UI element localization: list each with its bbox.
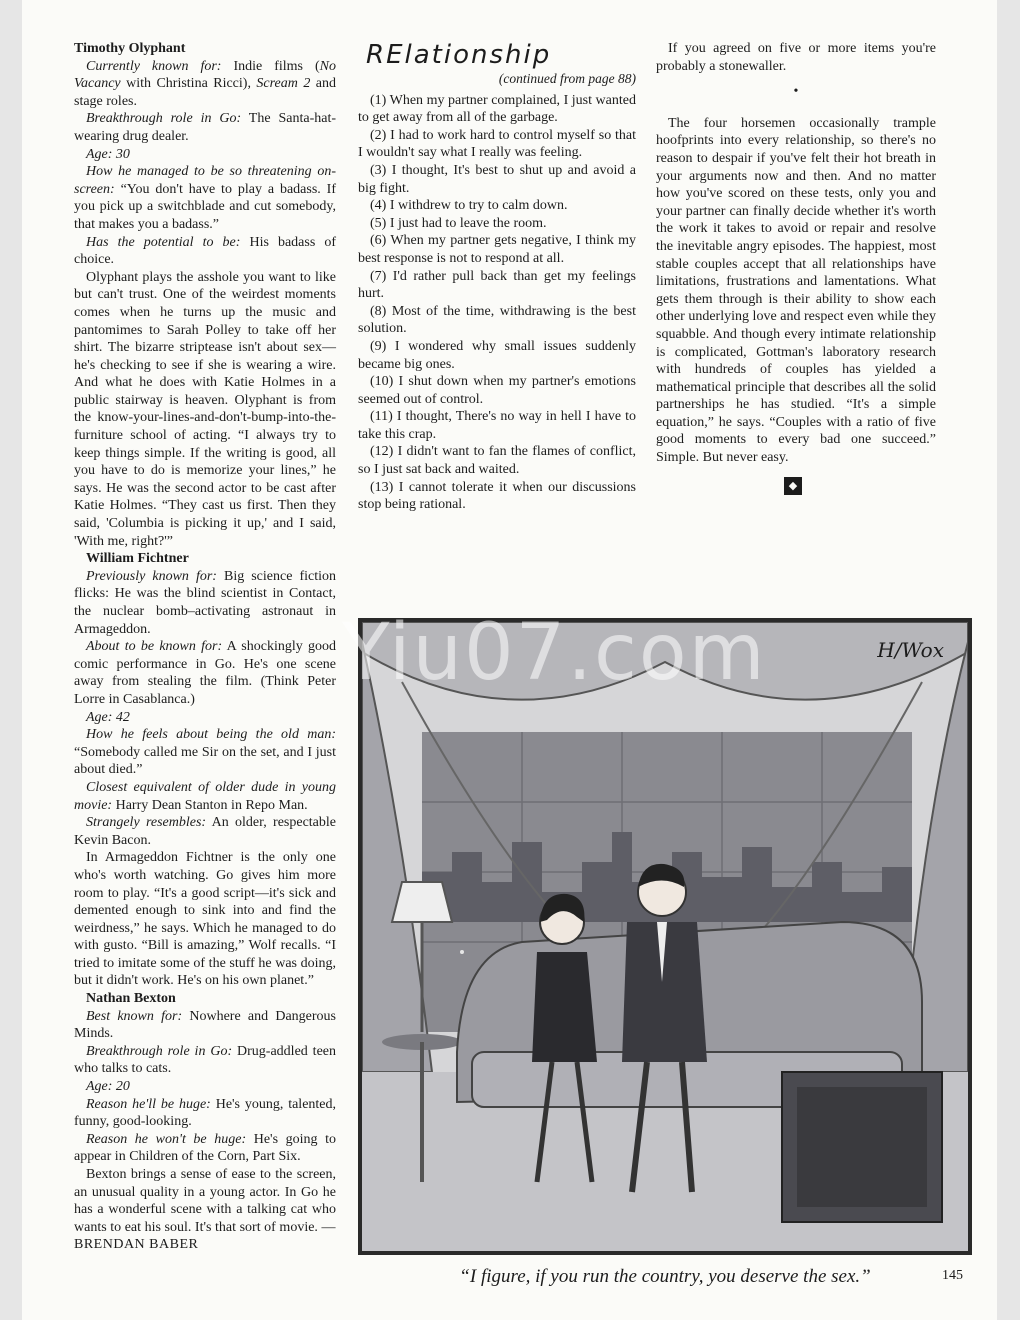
woman-dress: [532, 952, 597, 1062]
questionnaire-item: (11) I thought, There's no way in hell I have to take this crap.: [358, 409, 636, 442]
actor-detail: Previously known for: Big science fiction flicks: He was the blind scientist in Contact, the nuclear bomb–activating astronaut in Armageddon.: [74, 568, 337, 637]
body-paragraph: Olyphant plays the asshole you want to like but can't trust. One of the weirdest moments comes when he turns up the music and pantomimes to Sarah Polley to take off her shirt. The bizarre striptease isn't about sex—he's checking to see if she is wearing a wire. And what he does with Katie Holmes in a public stairway is heaven. Olyphant is from the know-your-lines-and-don't-bump-into-the-furniture school of acting. “I always try to keep things simple. If the writing is good, all you have to do is memorize your lines,” he says. He was the second actor to be cast after Katie Holmes. “They cast us first. Then they said, 'Columbia is picking it up,' and I said, 'With me, right?'”: [74, 269, 336, 549]
questionnaire-item: (5) I just had to leave the room.: [370, 215, 547, 231]
page-number: 145: [942, 1268, 963, 1283]
questionnaire-item: (4) I withdrew to try to calm down.: [370, 198, 568, 214]
questionnaire-item: (7) I'd rather pull back than get my feelings hurt.: [358, 268, 636, 302]
section-dot: •: [793, 84, 799, 100]
actor-detail: Reason he won't be huge: He's going to appear in Children of the Corn, Part Six.: [74, 1131, 337, 1165]
actor-age: Age: 20: [86, 1079, 130, 1095]
continued-note: (continued from page 88): [498, 71, 636, 86]
cartoon-caption: “I figure, if you run the country, you deserve the sex.”: [459, 1266, 871, 1287]
artist-signature: H/Wox: [877, 638, 944, 662]
watermark: Yiu07.com: [342, 608, 767, 698]
actor-detail: How he feels about being the old man: “Somebody called me Sir on the set, and I just about died.”: [74, 727, 336, 778]
article-headline: RElationship: [366, 40, 552, 70]
lamp-shade: [392, 882, 452, 922]
actor-age: Age: 42: [86, 709, 130, 725]
actor-detail: Currently known for: Indie films (No Vacancy with Christina Ricci), Scream 2 and stage roles.: [74, 58, 337, 109]
questionnaire-item: (12) I didn't want to fan the flames of conflict, so I just sat back and waited.: [358, 444, 636, 478]
actor-name: Timothy Olyphant: [74, 41, 186, 56]
questionnaire-item: (1) When my partner complained, I just wanted to get away from all of the garbage.: [358, 92, 636, 126]
questionnaire-item: (9) I wondered why small issues suddenly became big ones.: [358, 338, 636, 372]
actor-detail: Closest equivalent of older dude in young movie: Harry Dean Stanton in Repo Man.: [74, 779, 336, 813]
actor-name: Nathan Bexton: [86, 991, 176, 1007]
actor-age: Age: 30: [86, 146, 130, 162]
byline: —BRENDAN BABER: [74, 1219, 336, 1253]
right-column: [656, 40, 936, 495]
questionnaire-item: (2) I had to work hard to control myself so that I wouldn't say what I really was feeling.: [358, 127, 636, 161]
questionnaire-item: (3) I thought, It's best to shut up and avoid a big fight.: [358, 162, 636, 196]
cartoon-drawing: [362, 622, 968, 1251]
left-column: [74, 40, 336, 1254]
cartoon-illustration: [358, 618, 972, 1255]
actor-detail: Strangely resembles: An older, respectable Kevin Bacon.: [74, 815, 336, 848]
middle-column: [358, 40, 636, 514]
actor-name: William Fichtner: [86, 551, 189, 567]
questionnaire-item: (10) I shut down when my partner's emotions seemed out of control.: [358, 374, 636, 407]
magazine-page: [22, 0, 997, 1320]
questionnaire-list: [358, 92, 636, 514]
actor-detail: Best known for: Nowhere and Dangerous Minds.: [74, 1008, 336, 1042]
questionnaire-item: (6) When my partner gets negative, I think my best response is not to respond at all.: [358, 233, 636, 266]
body-paragraph: If you agreed on five or more items you're probably a stonewaller.: [656, 41, 936, 74]
end-mark-icon: ◆: [784, 477, 802, 495]
body-paragraph: In Armageddon Fichtner is the only one who's worth watching. Go gives him more room to play. “It's a good script—it's sick and demented enough to sink into and find the weirdness,” he says. Which he managed to do with gusto. “Bill is amazing,” Wolf recalls. “I tried to imitate some of the stuff he was doing, but it didn't work. He's on his own planet.”: [74, 850, 336, 989]
actor-detail: About to be known for: A shockingly good comic performance in Go. He's one scene away from stealing the film. (Think Peter Lorre in Casablanca.): [74, 639, 336, 707]
actor-detail: Has the potential to be: His badass of choice.: [74, 234, 337, 268]
body-paragraph: The four horsemen occasionally trample hoofprints into every relationship, so there's no reason to despair if you've felt their hot breath in your arguments now and then. And no matter how you've scored on these tests, only you and your partner can finally decide whether it's worth the work it takes to avoid or repair and resolve the inevitable angry episodes. The happiest, most stable couples accept that all relationships have limitations, frustrations and lamentations. What gets them through is their ability to show each other underlying love and respect even while they squabble. And though every intimate relationship is complicated, Gottman's laboratory research with hundreds of couples has yielded a mathematical principle that describes all the solid partnerships he has studied. “It's a simple equation,” he says. “Couples with a ratio of five good moments to every bad one succeed.” Simple. But never easy.: [656, 115, 936, 466]
actor-detail: Breakthrough role in Go: The Santa-hat-wearing drug dealer.: [74, 111, 336, 144]
questionnaire-item: (8) Most of the time, withdrawing is the best solution.: [358, 303, 636, 337]
actor-detail: How he managed to be so threatening on-screen: “You don't have to play a badass. If you pick up a switchblade and cut somebody, that makes you a badass.”: [74, 164, 337, 232]
body-paragraph: Bexton brings a sense of ease to the screen, an unusual quality in a young actor. In Go he has a wonderful scene with a talking cat who wants to eat his soul. It's that sort of movie. —BRENDAN BABER: [74, 1167, 336, 1253]
actor-detail: Breakthrough role in Go: Drug-addled teen who talks to cats.: [74, 1043, 337, 1077]
questionnaire-item: (13) I cannot tolerate it when our discussions stop being rational.: [358, 479, 636, 513]
actor-detail: Reason he'll be huge: He's young, talented, funny, good-looking.: [74, 1096, 337, 1130]
